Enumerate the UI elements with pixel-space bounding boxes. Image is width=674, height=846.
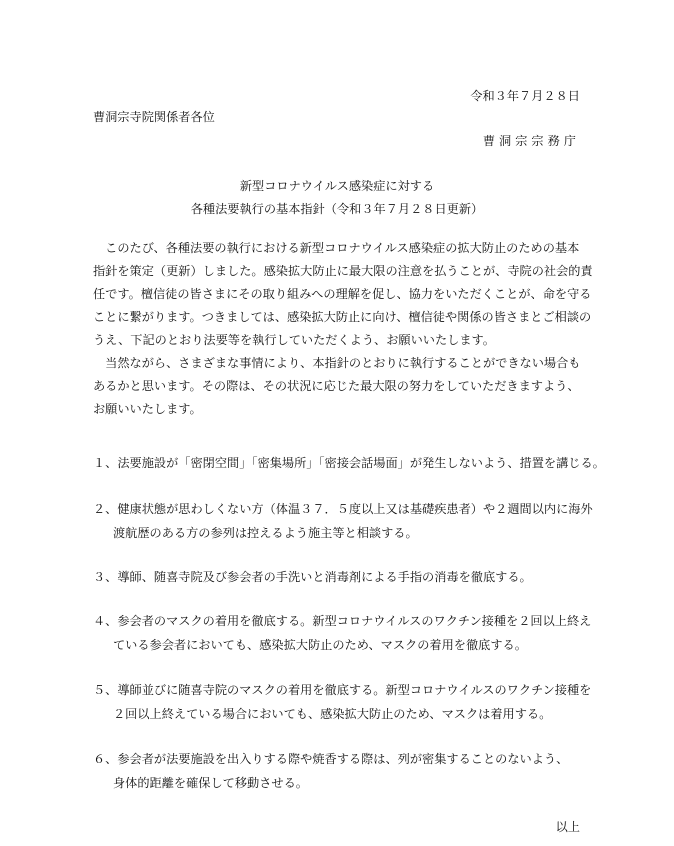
intro-paragraph-line: ことに繋がります。つきましては、感染拡大防止に向け、檀信徒や関係の皆さまとご相談の (93, 310, 592, 324)
guideline-item-line: ５、導師並びに随喜寺院のマスクの着用を徹底する。新型コロナウイルスのワクチン接種を (93, 683, 592, 697)
document-date: 令和３年７月２８日 (470, 89, 580, 103)
guideline-item-6 (93, 748, 593, 796)
guideline-item-5 (93, 679, 593, 727)
guideline-item-line: ６、参会者が法要施設を出入りする際や焼香する際は、列が密集することのないよう、 (93, 752, 569, 766)
guideline-item-1 (93, 452, 605, 476)
intro-paragraph-1 (93, 237, 593, 352)
guideline-item-line: １、法要施設が「密閉空間」「密集場所」「密接会話場面」が発生しないよう、措置を講じる。 (93, 456, 605, 470)
intro-paragraph-line: 任です。檀信徒の皆さまにその取り組みへの理解を促し、協力をいただくことが、命を守る (93, 287, 592, 301)
sender-organization: 曹洞宗宗務庁 (482, 134, 580, 148)
intro-section (93, 237, 593, 421)
guideline-item-line: 身体的距離を確保して移動させる。 (113, 776, 308, 790)
addressee: 曹洞宗寺院関係者各位 (93, 110, 215, 124)
guideline-item-3 (93, 566, 593, 590)
guideline-item-line: ２回以上終えている場合においても、感染拡大防止のため、マスクは着用する。 (113, 707, 552, 721)
intro-paragraph-line: うえ、下記のとおり法要等を執行していただくよう、お願いいたします。 (93, 333, 495, 347)
guideline-item-line: ている参会者においても、感染拡大防止のため、マスクの着用を徹底する。 (113, 638, 527, 652)
guideline-item-line: ３、導師、随喜寺院及び参会者の手洗いと消毒剤による手指の消毒を徹底する。 (93, 570, 532, 584)
intro-paragraph-line: お願いいたします。 (93, 402, 202, 416)
intro-paragraph-line: あるかと思います。その際は、その状況に応じた最大限の努力をしていただきますよう、 (93, 379, 580, 393)
guideline-item-2 (93, 498, 593, 546)
intro-paragraph-2 (93, 352, 593, 421)
guideline-item-line: ４、参会者のマスクの着用を徹底する。新型コロナウイルスのワクチン接種を２回以上終え (93, 614, 592, 628)
document-title-line-1: 新型コロナウイルス感染症に対する (239, 179, 435, 193)
intro-paragraph-line: 指針を策定（更新）しました。感染拡大防止に最大限の注意を払うことが、寺院の社会的責 (93, 264, 593, 278)
document-title-line-2: 各種法要執行の基本指針（令和３年７月２８日更新） (190, 202, 484, 216)
closing-remark: 以上 (555, 820, 580, 834)
intro-paragraph-line: このたび、各種法要の執行における新型コロナウイルス感染症の拡大防止のための基本 (93, 241, 580, 255)
intro-paragraph-line: 当然ながら、さまざまな事情により、本指針のとおりに執行することができない場合も (93, 356, 581, 370)
guideline-item-4 (93, 610, 593, 658)
guideline-item-line: 渡航歴のある方の参列は控えるよう施主等と相談する。 (113, 526, 418, 540)
guideline-item-line: ２、健康状態が思わしくない方（体温３７．５度以上又は基礎疾患者）や２週間以内に海外 (93, 502, 593, 516)
